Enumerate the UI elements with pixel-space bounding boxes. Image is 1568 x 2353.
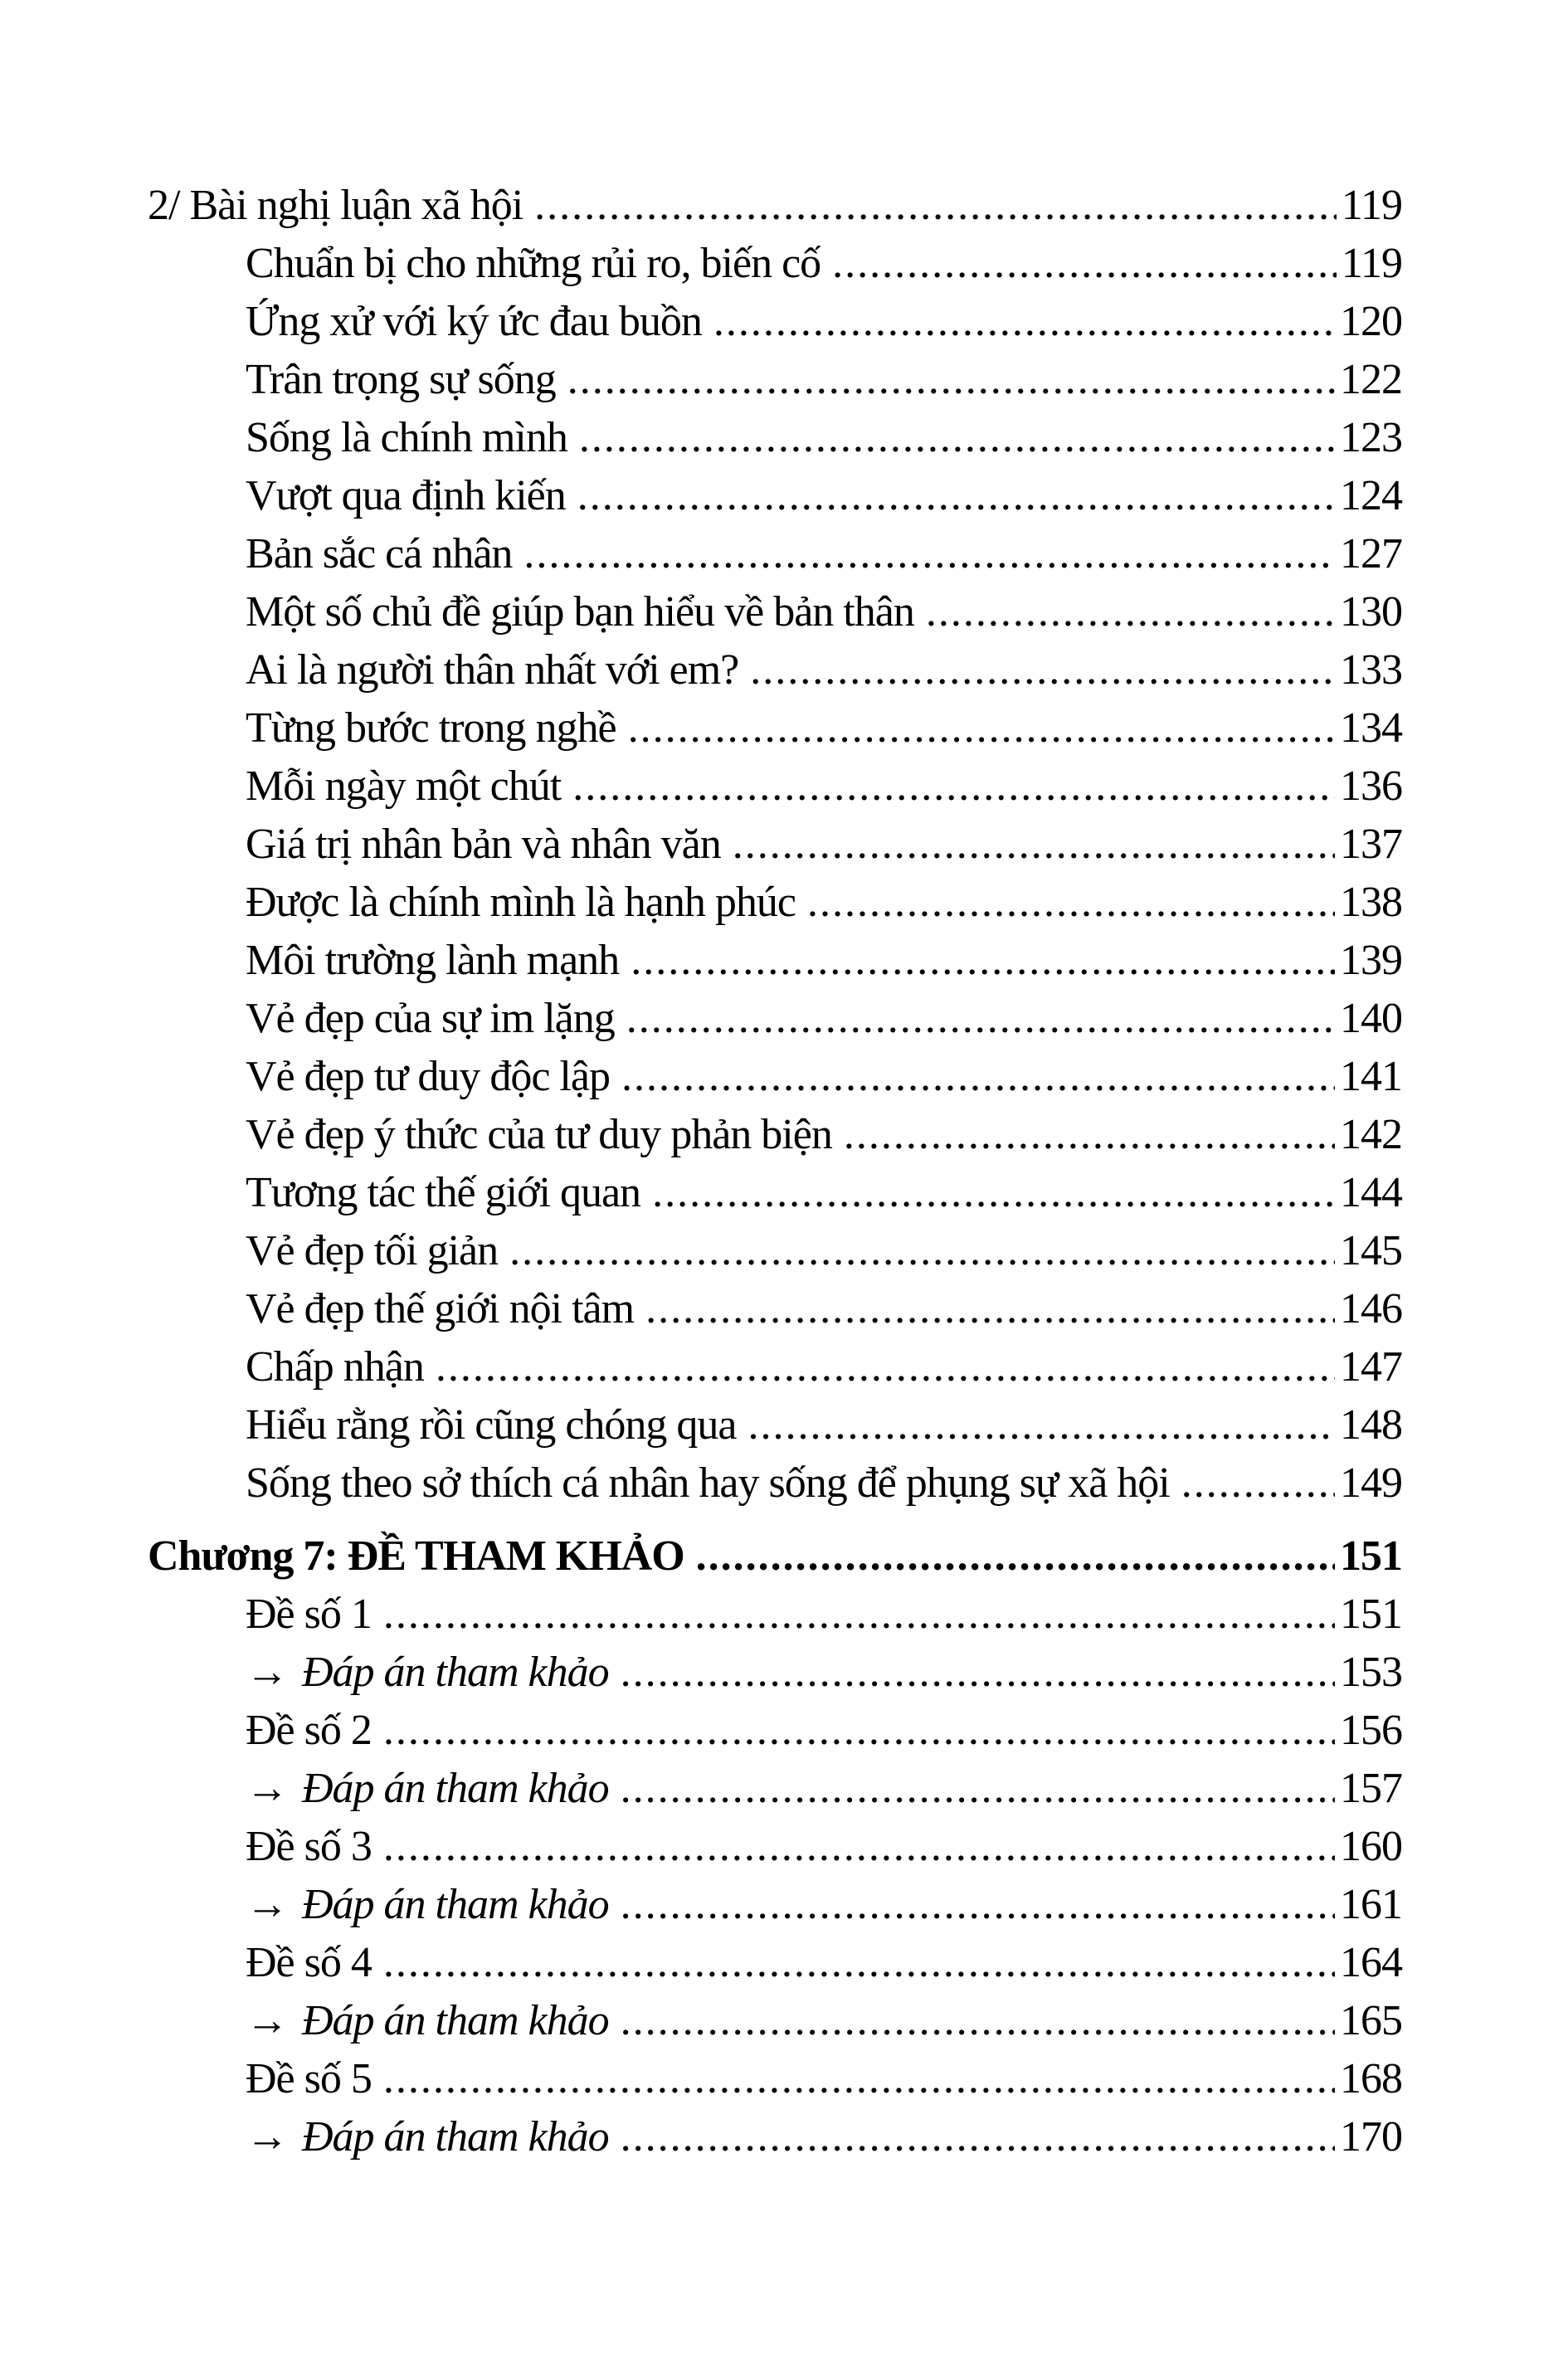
toc-answer-row xyxy=(148,2108,1402,2166)
toc-entry-page: 123 xyxy=(1340,414,1402,461)
toc-answer-row xyxy=(148,1760,1402,1818)
dot-leader xyxy=(713,293,1335,351)
dot-leader xyxy=(534,177,1337,235)
toc-entry-label: Vẻ đẹp ý thức của tư duy phản biện xyxy=(246,1111,832,1158)
toc-entry-page: 147 xyxy=(1340,1343,1402,1391)
toc-entry-page: 149 xyxy=(1340,1459,1402,1507)
toc-entry-label: Đáp án tham khảo xyxy=(302,2113,609,2161)
toc-row xyxy=(148,583,1402,641)
dot-leader xyxy=(383,2050,1335,2108)
toc-entry-label: Vẻ đẹp tối giản xyxy=(246,1227,499,1274)
dot-leader xyxy=(747,1396,1335,1454)
toc-entry-page: 120 xyxy=(1340,298,1402,345)
toc-chapter-row xyxy=(148,1527,1402,1586)
toc-entry-label: Vẻ đẹp tư duy độc lập xyxy=(246,1053,610,1100)
toc-row xyxy=(148,1338,1402,1396)
toc-entry-page: 142 xyxy=(1340,1111,1402,1158)
toc-entry-page: 136 xyxy=(1340,762,1402,810)
right-arrow-icon: → xyxy=(246,1765,289,1812)
toc-row xyxy=(148,1106,1402,1164)
toc-entry-page: 124 xyxy=(1340,472,1402,519)
toc-entry-label: Sống theo sở thích cá nhân hay sống để phụng sự xã hội xyxy=(246,1459,1170,1507)
toc-row xyxy=(148,1454,1402,1513)
toc-entry-label: Đề số 2 xyxy=(246,1707,372,1754)
toc-entry-page: 144 xyxy=(1340,1169,1402,1216)
dot-leader xyxy=(509,1222,1335,1280)
toc-entry-page: 137 xyxy=(1340,821,1402,868)
toc-entry-label: Tương tác thế giới quan xyxy=(246,1169,641,1216)
toc-row xyxy=(148,177,1402,235)
toc-entry-page: 151 xyxy=(1340,1591,1402,1638)
dot-leader xyxy=(567,351,1335,409)
dot-leader xyxy=(572,758,1335,816)
dot-leader xyxy=(523,525,1335,583)
toc-entry-label: Vẻ đẹp thế giới nội tâm xyxy=(246,1285,635,1332)
toc-row xyxy=(148,1222,1402,1280)
toc-entry-page: 146 xyxy=(1340,1285,1402,1332)
toc-row xyxy=(148,874,1402,932)
dot-leader xyxy=(383,1702,1335,1760)
toc-entry-label: Chuẩn bị cho những rủi ro, biến cố xyxy=(246,240,821,287)
toc-entry-page: 141 xyxy=(1340,1053,1402,1100)
toc-entry-label: Chấp nhận xyxy=(246,1343,424,1391)
toc-entry-page: 119 xyxy=(1341,182,1402,229)
toc-entry-label: Đề số 3 xyxy=(246,1823,372,1870)
toc-entry-label: 2/ Bài nghị luận xã hội xyxy=(148,182,523,229)
toc-entry-page: 119 xyxy=(1341,240,1402,287)
toc-entry-page: 151 xyxy=(1340,1532,1402,1580)
toc-entry-page: 153 xyxy=(1340,1649,1402,1696)
toc-entry-page: 122 xyxy=(1340,356,1402,403)
toc-entry-page: 145 xyxy=(1340,1227,1402,1274)
toc-answer-row xyxy=(148,1992,1402,2050)
toc-chapter-label: Chương 7: ĐỀ THAM KHẢO xyxy=(148,1532,684,1580)
toc-row xyxy=(148,1396,1402,1454)
dot-leader xyxy=(621,2108,1335,2166)
toc-entry-label: Đề số 1 xyxy=(246,1591,372,1638)
dot-leader xyxy=(621,1876,1335,1934)
toc-row xyxy=(148,699,1402,758)
toc-entry-label: Đáp án tham khảo xyxy=(302,1997,609,2044)
toc-row xyxy=(148,1702,1402,1760)
dot-leader xyxy=(631,932,1335,990)
toc-entry-page: 161 xyxy=(1340,1881,1402,1928)
toc-row xyxy=(148,235,1402,293)
toc-entry-label: Đáp án tham khảo xyxy=(302,1881,609,1928)
toc-entry-page: 138 xyxy=(1340,879,1402,926)
toc-entry-label: Trân trọng sự sống xyxy=(246,356,556,403)
toc-row xyxy=(148,2050,1402,2108)
dot-leader xyxy=(621,1760,1335,1818)
toc-row xyxy=(148,641,1402,699)
dot-leader xyxy=(626,990,1335,1048)
dot-leader xyxy=(733,816,1335,874)
toc-entry-label: Đề số 4 xyxy=(246,1939,372,1986)
toc-answer-row xyxy=(148,1644,1402,1702)
dot-leader xyxy=(621,1992,1335,2050)
toc-entry-page: 168 xyxy=(1340,2055,1402,2102)
toc-row xyxy=(148,293,1402,351)
dot-leader xyxy=(926,583,1335,641)
right-arrow-icon: → xyxy=(246,1649,289,1696)
toc-row xyxy=(148,525,1402,583)
toc-row xyxy=(148,351,1402,409)
dot-leader xyxy=(1181,1454,1335,1513)
toc-entry-label: Hiểu rằng rồi cũng chóng qua xyxy=(246,1401,737,1449)
toc-row xyxy=(148,1164,1402,1222)
right-arrow-icon: → xyxy=(246,1997,289,2044)
dot-leader xyxy=(579,409,1335,467)
toc-row xyxy=(148,758,1402,816)
toc-entry-label: Từng bước trong nghề xyxy=(246,704,616,752)
toc-entry-label: Ai là người thân nhất với em? xyxy=(246,646,739,694)
toc-row xyxy=(148,1048,1402,1106)
dot-leader xyxy=(844,1106,1335,1164)
toc-entry-label: Mỗi ngày một chút xyxy=(246,762,562,810)
toc-answer-row xyxy=(148,1876,1402,1934)
toc-entry-label: Sống là chính mình xyxy=(246,414,567,461)
toc-row xyxy=(148,409,1402,467)
toc-row xyxy=(148,1280,1402,1338)
toc-row xyxy=(148,1586,1402,1644)
toc-entry-page: 165 xyxy=(1340,1997,1402,2044)
dot-leader xyxy=(628,699,1335,758)
dot-leader xyxy=(383,1934,1335,1992)
toc-entry-label: Đề số 5 xyxy=(246,2055,372,2102)
toc-entry-page: 156 xyxy=(1340,1707,1402,1754)
toc-entry-label: Vẻ đẹp của sự im lặng xyxy=(246,995,615,1042)
right-arrow-icon: → xyxy=(246,2113,289,2161)
dot-leader xyxy=(621,1048,1335,1106)
toc-entry-page: 140 xyxy=(1340,995,1402,1042)
toc-row xyxy=(148,467,1402,525)
toc-row xyxy=(148,816,1402,874)
toc-entry-page: 133 xyxy=(1340,646,1402,694)
toc-entry-page: 130 xyxy=(1340,588,1402,636)
dot-leader xyxy=(436,1338,1335,1396)
toc-entry-label: Được là chính mình là hạnh phúc xyxy=(246,879,796,926)
toc-row xyxy=(148,990,1402,1048)
toc-entry-label: Đáp án tham khảo xyxy=(302,1649,609,1696)
toc-row xyxy=(148,1934,1402,1992)
dot-leader xyxy=(832,235,1337,293)
dot-leader xyxy=(807,874,1335,932)
toc-entry-page: 160 xyxy=(1340,1823,1402,1870)
toc-entry-page: 157 xyxy=(1340,1765,1402,1812)
dot-leader xyxy=(652,1164,1335,1222)
toc-entry-label: Giá trị nhân bản và nhân văn xyxy=(246,821,721,868)
toc-entry-label: Vượt qua định kiến xyxy=(246,472,566,519)
toc-entry-label: Một số chủ đề giúp bạn hiểu về bản thân xyxy=(246,588,914,636)
toc-entry-label: Môi trường lành mạnh xyxy=(246,937,620,984)
toc-entry-page: 164 xyxy=(1340,1939,1402,1986)
dot-leader xyxy=(696,1527,1335,1586)
toc-row xyxy=(148,932,1402,990)
toc-entry-page: 134 xyxy=(1340,704,1402,752)
dot-leader xyxy=(750,641,1335,699)
right-arrow-icon: → xyxy=(246,1881,289,1928)
dot-leader xyxy=(621,1644,1335,1702)
toc-entry-label: Bản sắc cá nhân xyxy=(246,530,513,577)
dot-leader xyxy=(383,1818,1335,1876)
toc-entry-page: 127 xyxy=(1340,530,1402,577)
toc-entry-label: Đáp án tham khảo xyxy=(302,1765,609,1812)
toc-row xyxy=(148,1818,1402,1876)
dot-leader xyxy=(383,1586,1335,1644)
toc-entry-page: 148 xyxy=(1340,1401,1402,1449)
toc-entry-label: Ứng xử với ký ức đau buồn xyxy=(246,298,702,345)
dot-leader xyxy=(577,467,1335,525)
dot-leader xyxy=(645,1280,1335,1338)
toc-entry-page: 170 xyxy=(1340,2113,1402,2161)
toc-entry-page: 139 xyxy=(1340,937,1402,984)
